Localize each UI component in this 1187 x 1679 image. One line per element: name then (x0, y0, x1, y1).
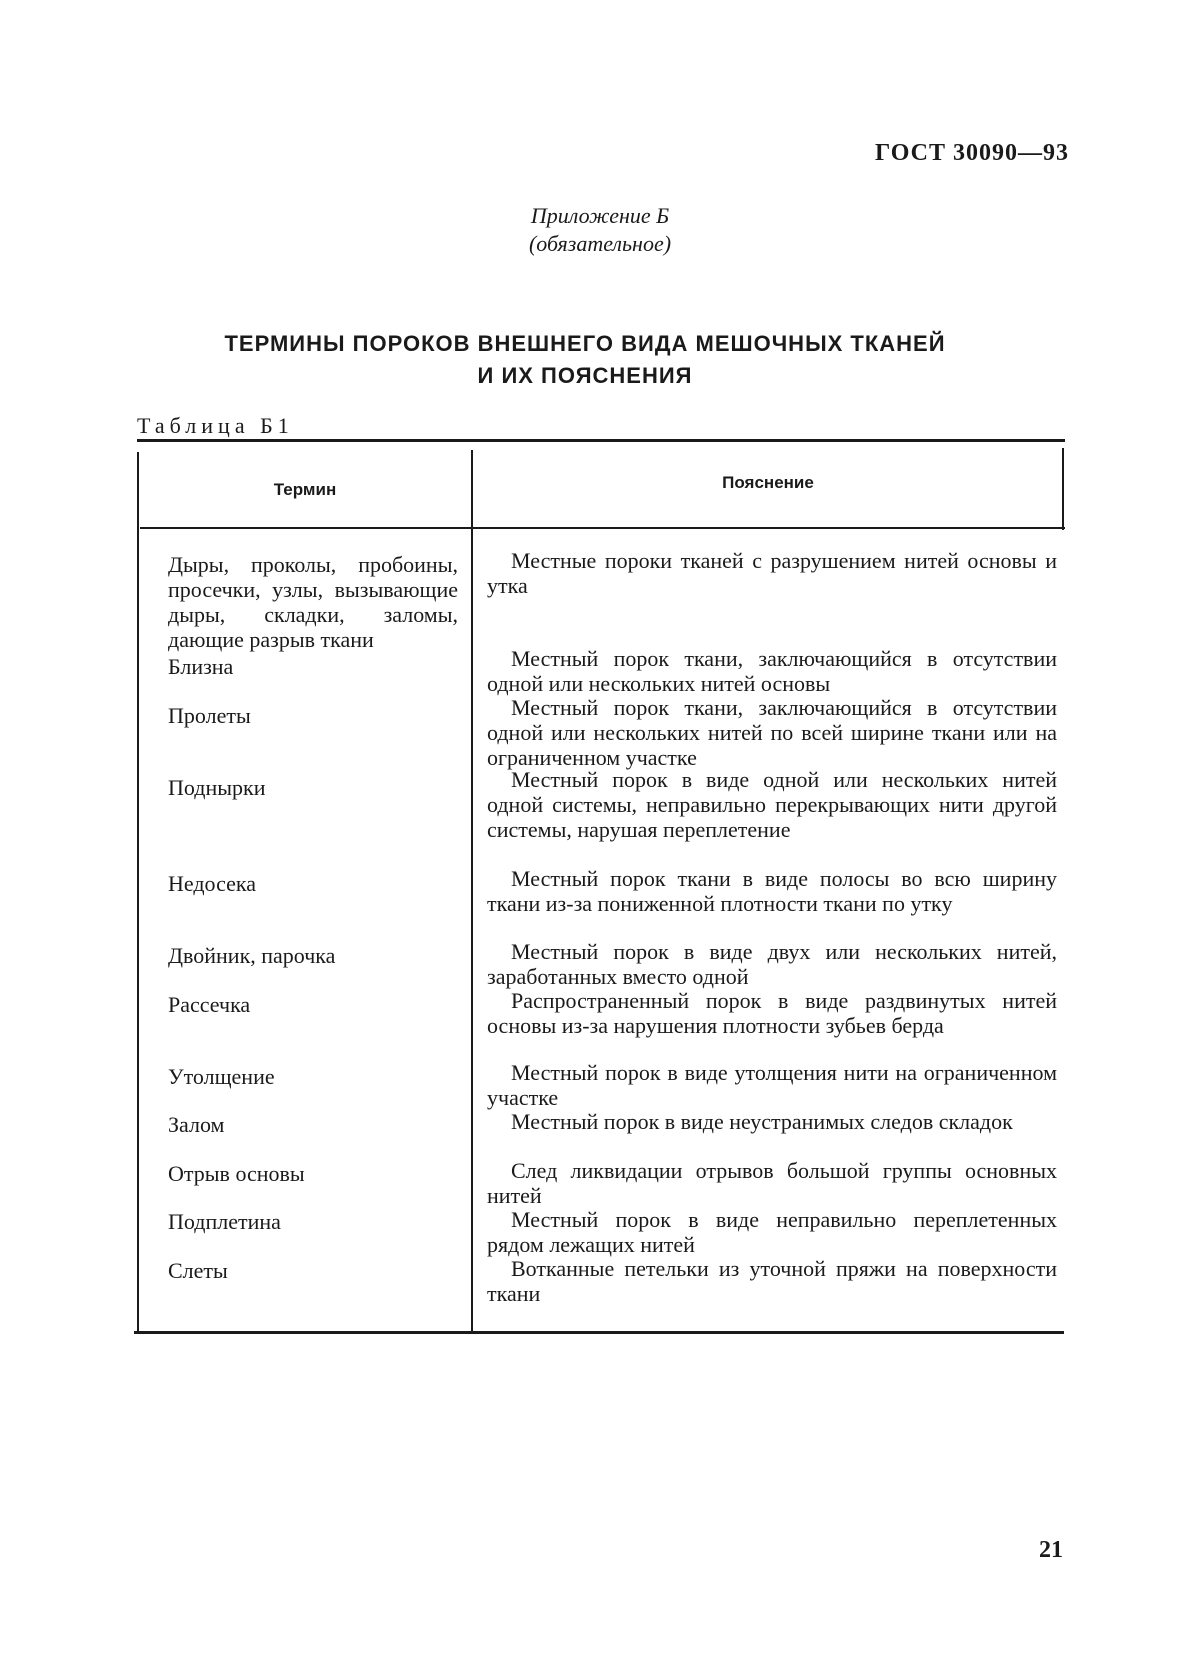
table-label: Таблица Б1 (137, 413, 294, 438)
table-row-explanation: Местный порок ткани, заключающийся в отсутствии одной или нескольких нитей основы (487, 646, 1057, 696)
table-row-term: Недосека (168, 871, 257, 896)
table-row-explanation: Местный порок ткани в виде полосы во всю ширину ткани из-за пониженной плотности ткани по утку (487, 866, 1057, 916)
table-row-explanation: Местный порок в виде утолщения нити на ограниченном участке (487, 1060, 1057, 1110)
table-row-explanation: Местные пороки тканей с разрушением нитей основы и утка (487, 548, 1057, 598)
table-row-explanation: Местный порок в виде одной или нескольких нитей одной системы, неправильно перекрывающих нити другой системы, нарушая переплетение (487, 767, 1057, 842)
table-row-explanation: Местный порок ткани, заключающийся в отсутствии одной или нескольких нитей по всей ширине ткани или на ограниченном участке (487, 695, 1057, 770)
table-row-explanation: Местный порок в виде неустранимых следов складок (511, 1109, 1013, 1134)
table-row-term: Слеты (168, 1258, 228, 1283)
document-title-line-1: ТЕРМИНЫ ПОРОКОВ ВНЕШНЕГО ВИДА МЕШОЧНЫХ ТКАНЕЙ (224, 331, 946, 356)
table-row-explanation: Местный порок в виде неправильно переплетенных рядом лежащих нитей (487, 1207, 1057, 1257)
table-row-explanation: След ликвидации отрывов большой группы основных нитей (487, 1158, 1057, 1208)
appendix-status: (обязательное) (528, 231, 672, 256)
table-row-explanation: Вотканные петельки из уточной пряжи на поверхности ткани (487, 1256, 1057, 1306)
table-row-term: Близна (168, 654, 234, 679)
document-title (160, 328, 1010, 392)
document-code: ГОСТ 30090—93 (875, 140, 1069, 166)
header-term: Термин (273, 480, 337, 499)
appendix-title: Приложение Б (530, 203, 670, 228)
table-row-explanation: Местный порок в виде двух или нескольких нитей, заработанных вместо одной (487, 939, 1057, 989)
table-left-border (137, 452, 139, 1332)
page-number: 21 (1039, 1537, 1063, 1563)
table-row-term: Отрыв основы (168, 1161, 305, 1186)
table-header-rule (140, 527, 1065, 529)
table-top-rule (137, 439, 1065, 442)
table-row-term: Пролеты (168, 703, 251, 728)
table-row-term: Дыры, проколы, пробоины, просечки, узлы, вызывающие дыры, складки, заломы, дающие разрыв ткани (168, 552, 458, 652)
table-row-term: Залом (168, 1112, 225, 1137)
table-bottom-rule (134, 1331, 1064, 1334)
appendix-heading (440, 202, 760, 258)
table-column-divider (471, 450, 473, 1332)
header-explanation: Пояснение (722, 473, 814, 492)
table-row-term: Двойник, парочка (168, 943, 336, 968)
document-title-line-2: И ИХ ПОЯСНЕНИЯ (477, 363, 693, 388)
table-row-explanation: Распространенный порок в виде раздвинутых нитей основы из-за нарушения плотности зубьев берда (487, 988, 1057, 1038)
table-row-term: Рассечка (168, 992, 251, 1017)
table-row-term: Утолщение (168, 1064, 275, 1089)
table-row-term: Подплетина (168, 1209, 281, 1234)
table-row-term: Поднырки (168, 775, 266, 800)
